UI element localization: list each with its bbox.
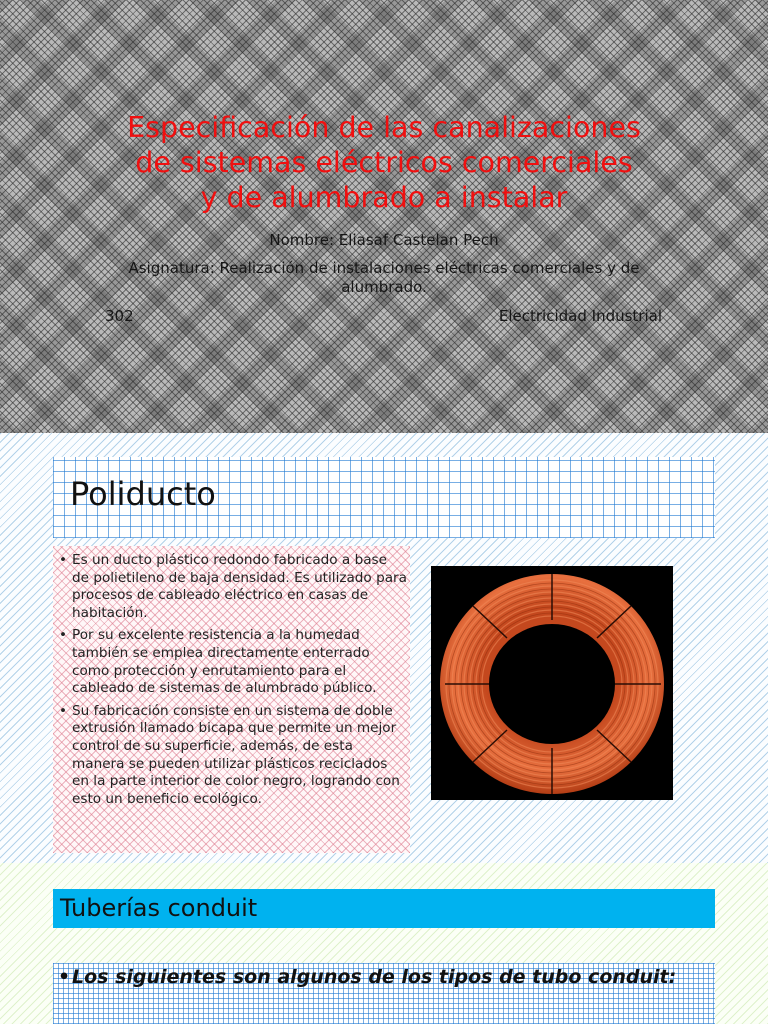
slide-title	[60, 110, 708, 215]
list-item-text: Su fabricación consiste en un sistema de doble extrusión llamado bicapa que permite un mejor control de su superficie, además, de esta manera se pueden utilizar plásticos reciclados en la parte interior de color negro, logrando con esto un beneficio ecológico.	[72, 702, 400, 807]
bullet-glyph: •	[59, 552, 68, 568]
subject-line: Asignatura: Realización de instalaciones eléctricas comerciales y de alumbrado.	[128, 259, 640, 296]
list-item-text: Por su excelente resistencia a la humedad también se emplea directamente enterrado como protección y enrutamiento para el cableado de sistemas de alumbrado público.	[72, 627, 377, 697]
poliducto-coil-image	[431, 566, 673, 800]
list-item	[57, 552, 407, 622]
slide-title: Poliducto	[70, 475, 216, 513]
tube-coil-illustration	[431, 566, 673, 800]
slide-title-box	[53, 457, 715, 538]
list-item-text: Los siguientes son algunos de los tipos de tubo conduit:	[72, 966, 677, 988]
bullet-list-box	[53, 963, 715, 1024]
title-line: de sistemas eléctricos comerciales	[135, 146, 633, 179]
career-name: Electricidad Industrial	[498, 307, 662, 325]
bullet-list-box	[53, 546, 410, 853]
poliducto-slide	[0, 433, 768, 863]
list-item	[57, 703, 407, 809]
list-item	[58, 966, 698, 988]
bullet-glyph: •	[59, 702, 68, 719]
author-name: Nombre: Eliasaf Castelan Pech	[269, 231, 499, 249]
bullet-glyph: •	[59, 627, 68, 644]
title-line: y de alumbrado a instalar	[200, 181, 568, 214]
slide-title: Tuberías conduit	[60, 894, 258, 922]
group-number: 302	[105, 307, 134, 325]
list-item-text: Es un ducto plástico redondo fabricado a base de polietileno de baja densidad. Es utilizado para procesos de cableado eléctrico en casas de habitación.	[72, 552, 407, 621]
title-slide	[0, 0, 768, 433]
slide-title-bar	[53, 889, 715, 928]
list-item	[57, 627, 407, 697]
bullet-list	[57, 552, 407, 813]
bullet-glyph: •	[58, 966, 71, 988]
title-line: Especificación de las canalizaciones	[127, 111, 641, 144]
conduit-slide	[0, 863, 768, 1024]
